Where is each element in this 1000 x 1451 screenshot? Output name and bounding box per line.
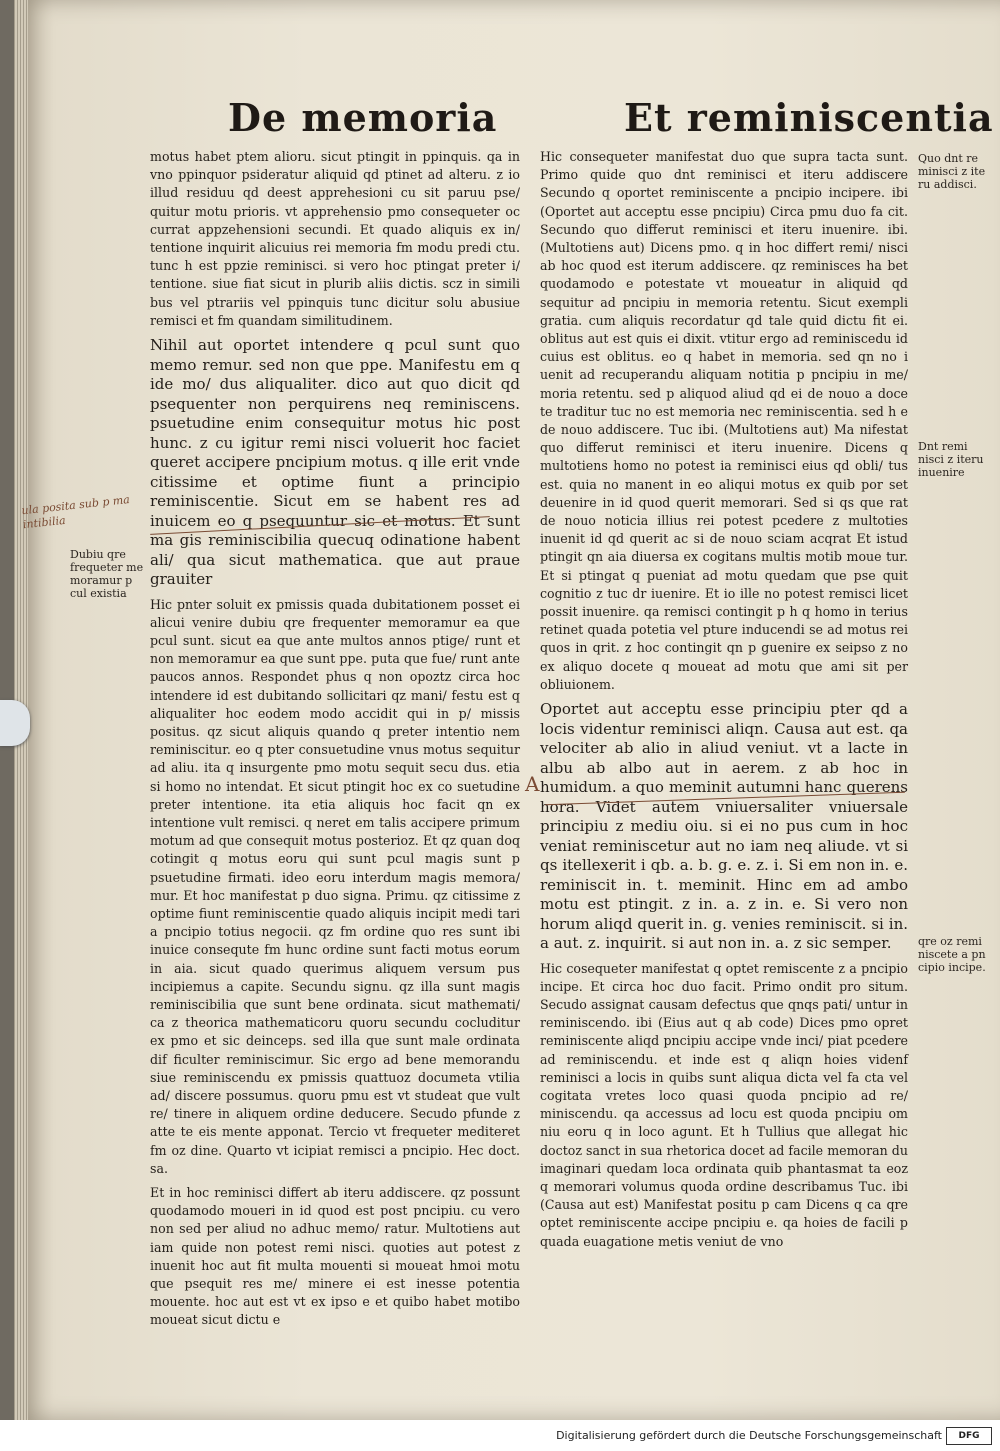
right-paragraph-1: Hic consequeter manifestat duo que supra tacta sunt. Primo quide quo dnt reminisci et iteru addiscere Secundo q oportet reminiscente a pncipio incipere. ibi (Oportet aut acceptu esse pncipiu) Circa pmu duo fa cit. Secundo quo differut reminisci et iteru inuenire. ibi. (Multotiens aut) Dicens pmo. q in hoc differt remi/ nisci ab hoc quod est iterum addiscere. qz reminisces ha bet quodamodo e potestate vt moueatur in aliquid qd sequitur ad pncipiu in memoria retentu. Sicut exempli gratia. cum aliquis recordatur qd tale quid dictu fit ei. oblitus aut est quis ei dixit. vtitur ergo ad reminiscedu id cuius est oblitus. eo q habet in memoria. sed qn no i uenit ad recuperandu aliquam notitia p pncipiu in me/ moria retentu. sed p aliquod aliud qd ei de nouo a doce te traditur tuc no est memoria nec reminiscentia. sed h e de nouo addiscere. Tuc ibi. (Multotiens aut) Ma nifestat quo differut reminisci et iteru inuenire. Dicens q multotiens homo no potest ia reminisci eius qd obli/ tus est. quia no manent in eo aliqui motus ex quib por set deuenire in id quod querit memorari. Sed si qs que rat de nouo noticia illius rei potest pcedere z multoties inuenit id qd querit ac si de nouo sciam acqrat Et istud ptingit qn aia diuersa ex cogitans multis motib moue tur. Et si ptingat q pueniat ad motu quedam que pse quit cognitio z tuc dr iuenire. Et io ille no potest remisci licet possit inuenire. qa remisci contingit p h q homo in terius retinet quada potetia vel pture inducendi se ad motus rei quos in qrit. z hoc contingit qn p guenire ex seipso z no ex aliquo docete q moueat ad motu que ami sit per obliuionem. [540, 149, 908, 692]
paper-clip [0, 700, 30, 746]
margin-note-right-3: qre oz remi niscete a pn cipio incipe. [918, 935, 986, 974]
right-paragraph-2: Oportet aut acceptu esse principiu pter qd a locis videntur reminisci aliqn. Causa aut est. qa velociter ab alio in aliud veniut. vt a lacte in albu ab albo aut in aerem. z ab hoc in humidum. a quo meminit autumni hanc querens hora. Videt autem vniuersaliter vniuersale principiu z mediu oiu. si ei no pus cum in hoc veniat reminiscetur aut no iam neq aliude. vt si qs itellexerit i qb. a. b. g. e. z. i. Si em non in. e. reminiscit in. t. meminit. Hinc em ad ambo motu est ptingit. z in. a. z in. e. Si vero non horum aliqd querit in. g. venies reminiscit. si in. a aut. z. inquirit. si aut non in. a. z sic semper. [540, 700, 908, 953]
footer-bar [0, 1420, 1000, 1451]
left-paragraph-1: motus habet ptem alioru. sicut ptingit in ppinquis. qa in vno ppinquor psideratur aliquid qd ptinet ad alteru. z io illud residuu qd deest apprehesioni cu sit paruu pse/ quitur motu prioris. vt apprehensio pmo consequeter oc currat appzehensioni secundi. Et quado aliquis ex in/ tentione inquirit alicuius rei memoria fm modu predi ctu. tunc h est ppzie reminisci. si vero hoc ptingat preter i/ tentione. siue fiat sicut in plurib aliis dictis. scz in simili bus vel ptrariis vel ppinquis tunc dicitur solu abusiue remisci et fm quandam similitudinem. [150, 149, 520, 328]
margin-note-right-2: Dnt remi nisci z iteru inuenire [918, 440, 984, 479]
right-column [540, 148, 908, 1257]
left-column [150, 148, 520, 1336]
left-paragraph-2: Nihil aut oportet intendere q pcul sunt quo memo remur. sed non que ppe. Manifestu em q ide mo/ dus aliqualiter. dico aut quo dicit qd psequenter non perquirens neq reminiscens. psuetudine enim consequitur motus hic post hunc. z cu igitur remi nisci voluerit hoc faciet queret accipere pncipium motus. q ille erit vnde citissime et optime fiunt a principio reminiscentie. Sicut em se habent res ad inuicem eo q psequuntur sic et motus. Et sunt ma gis reminiscibilia quecuq odinatione habent ali/ qua sicut mathematica. que aut praue grauiter [150, 336, 520, 589]
handwritten-annotation: ula posita sub p ma intibilia [20, 492, 131, 532]
margin-note-left-1: Dubiu qre frequeter me moramur p cul existia [70, 548, 144, 600]
heading-right: Et reminiscentia [624, 95, 994, 140]
footer-text: Digitalisierung gefördert durch die Deutsche Forschungsgemeinschaft [556, 1429, 942, 1442]
left-paragraph-4: Et in hoc reminisci differt ab iteru addiscere. qz possunt quodamodo moueri in id quod est post pncipiu. cu vero non sed per aliud no adhuc memo/ ratur. Multotiens aut iam quide non potest remi nisci. quoties aut potest z inuenit hoc aut fit multa mouenti si moueat hmoi motu que psequit res me/ minere ei est inesse potentia mouente. hoc aut est vt ex ipso e et quibo habet motibo moueat sicut dictu e [150, 1185, 520, 1328]
margin-note-right-1: Quo dnt re minisci z ite ru addisci. [918, 152, 986, 191]
heading-left: De memoria [228, 95, 498, 140]
right-paragraph-3: Hic cosequeter manifestat q optet remiscente z a pncipio incipe. Et circa hoc duo facit. Primo ondit pro situm. Secudo assignat causam defectus que qnqs pati/ untur in reminiscendo. ibi (Eius aut q ab code) Dices pmo opret reminiscente aliqd pncipiu accipe vnde inci/ piat pcedere ad reminiscendu. et inde est q aliqn hoies videnf reminisci a locis in quibs sunt aliqua dicta vel fa cta vel cogitata vretes loco quasi quoda pncipio ad re/ miniscendu. qa accessus ad locu est quoda pncipiu om niu eoru q in loco agunt. Et h Tullius que allegat hic doctoz sanct in sua rhetorica docet ad facile memoran du imaginari quedam loca ordinata quib phantasmat ta eoz q memorari volumus quoda ordine describamus Tuc. ibi (Causa aut est) Manifestat positu p cam Dicens q ca qre optet reminiscente accipe pncipiu e. qa hoies de facili p quada euagatione metis veniut de vno [540, 960, 908, 1249]
handwritten-mark: A [525, 772, 540, 796]
left-paragraph-3: Hic pnter soluit ex pmissis quada dubitationem posset ei alicui venire dubiu qre frequenter memoramur ea que pcul sunt. sicut ea que ante multos annos ptige/ runt et non memoramur ea que sunt ppe. puta que fue/ runt ante paucos annos. Respondet phus q non opoztz circa hoc intendere id est dubitando sollicitari qz mani/ festu est q aliqualiter hoc eodem modo accidit qui in p/ missis positus. qz sicut aliquis quando q preter intentio nem reminiscitur. eo q pter consuetudine vnus motus sequitur ad aliu. ita q insurgente pmo motu sequit secu dus. etia si homo no intendat. Et sicut ptingit hoc ex co suetudine preter intentione. ita etia aliquis hoc facit qn ex intentione vult remisci. q neret em talis accipere primum motum ad que consequit motus posterioz. Et qz quan doq cotingit q motus eoru qui sunt pcul magis sunt p psuetudine firmati. ideo eoru interdum magis memora/ mur. Et hoc manifestat p duo signa. Primu. qz citissime z optime fiunt reminiscentie quado aliquis incipit medi tari a pncipio totius negocii. qz fm ordine quo res sunt ibi inuice consequte fm hunc ordine sunt facti motus eorum in aia. sicut quado querimus aliquem versum pus incipiemus a capite. Secundu signu. qz illa sunt magis reminiscibilia que sunt bene ordinata. sicut mathemati/ ca z theorica mathematicoru quoru secundu cocluditur ex pmo et sic deinceps. sed illa que sunt male ordinata dif ficulter reminiscimur. Sic ergo ad bene memorandu siue reminiscendu ex pmissis quattuoz documeta vtilia ad/ discere possumus. quoru pmu est vt studeat que vult re/ tinere in aliquem ordine deducere. Secudo pfunde z atte te eis mente apponat. Tercio vt frequeter mediteret fm oz dine. Quarto vt icipiat remisci a pncipio. Hec doct. sa. [150, 596, 520, 1176]
dfg-logo: DFG [946, 1427, 992, 1445]
